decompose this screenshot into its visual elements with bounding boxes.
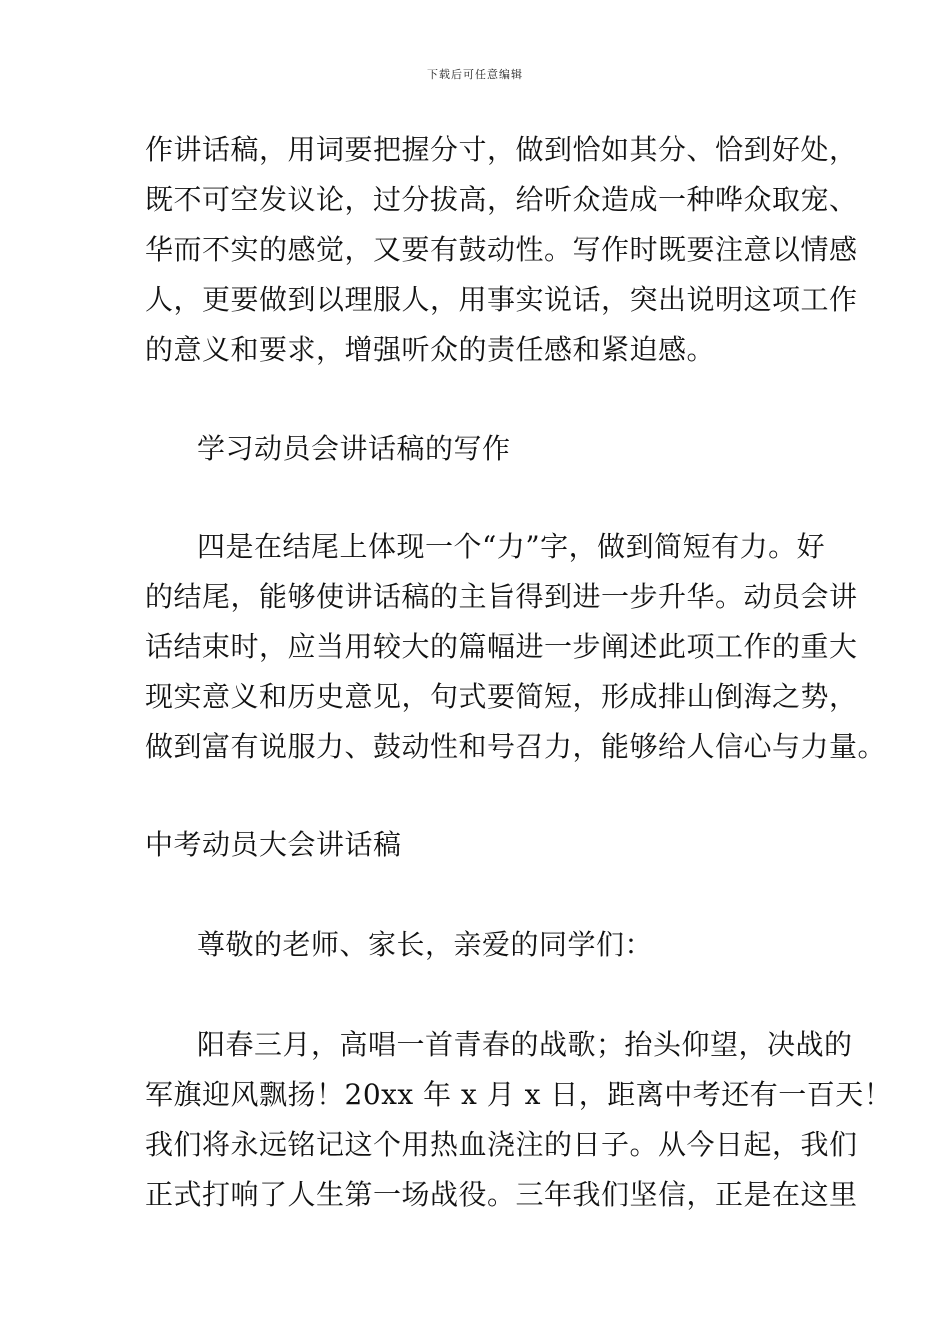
paragraph-line: 四是在结尾上体现一个“力”字，做到简短有力。好: [197, 530, 826, 563]
paragraph-line: 华而不实的感觉，又要有鼓动性。写作时既要注意以情感: [145, 233, 858, 266]
page-header: 下载后可任意编辑: [427, 68, 523, 81]
paragraph-line: 既不可空发议论，过分拔高，给听众造成一种哗众取宠、: [145, 183, 858, 216]
document-title: 中考动员大会讲话稿: [145, 828, 402, 861]
paragraph-line: 正式打响了人生第一场战役。三年我们坚信，正是在这里: [145, 1178, 858, 1211]
paragraph-line: 的意义和要求，增强听众的责任感和紧迫感。: [145, 333, 716, 366]
section-heading: 学习动员会讲话稿的写作: [197, 432, 511, 465]
paragraph-line: 人，更要做到以理服人，用事实说话，突出说明这项工作: [145, 283, 858, 316]
paragraph-line: 阳春三月，高唱一首青春的战歌；抬头仰望，决战的: [197, 1028, 853, 1061]
paragraph-line: 军旗迎风飘扬！20xx 年 x 月 x 日，距离中考还有一百天！: [145, 1078, 893, 1111]
paragraph-line: 做到富有说服力、鼓动性和号召力，能够给人信心与力量。: [145, 730, 887, 763]
paragraph-line: 我们将永远铭记这个用热血浇注的日子。从今日起，我们: [145, 1128, 858, 1161]
paragraph-line: 现实意义和历史意见，句式要简短，形成排山倒海之势，: [145, 680, 858, 713]
paragraph-line: 的结尾，能够使讲话稿的主旨得到进一步升华。动员会讲: [145, 580, 858, 613]
paragraph-line: 话结束时，应当用较大的篇幅进一步阐述此项工作的重大: [145, 630, 858, 663]
paragraph-line: 作讲话稿，用词要把握分寸，做到恰如其分、恰到好处，: [145, 133, 858, 166]
salutation: 尊敬的老师、家长，亲爱的同学们：: [197, 928, 654, 961]
